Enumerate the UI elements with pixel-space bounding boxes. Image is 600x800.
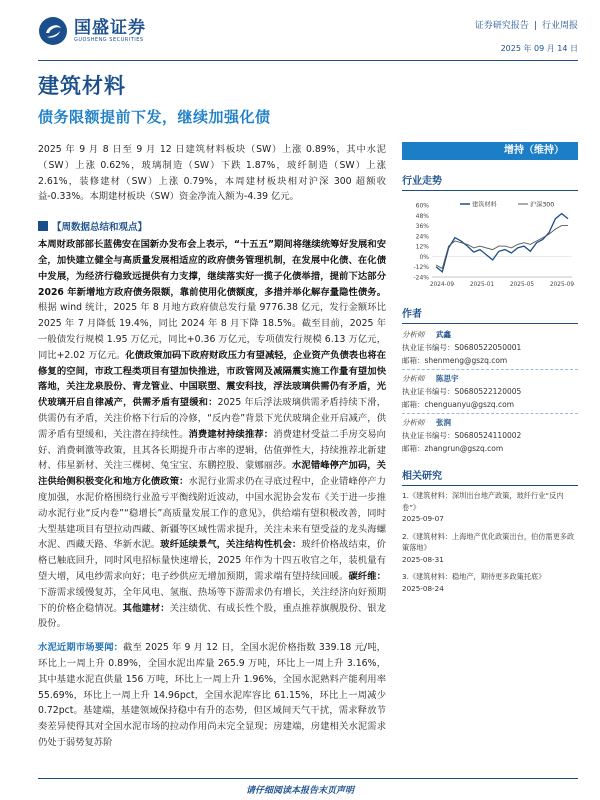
series-line-sector — [436, 214, 568, 272]
summary-paragraph — [38, 237, 386, 632]
summary-heading — [38, 219, 386, 233]
author-entry — [402, 372, 578, 411]
cert-label: 执业证书编号： — [402, 387, 455, 396]
author-divider — [402, 413, 578, 414]
y-tick-label: 36% — [415, 223, 429, 231]
cert-label: 执业证书编号： — [402, 431, 455, 440]
header-divider — [38, 60, 578, 61]
carbon-bold: 碳纤维： — [348, 570, 386, 582]
other-rest: 关注绩优、有成长性个股，重点推荐旗舰股份、银龙股份。 — [38, 602, 386, 630]
cement-rest: 水泥行业需求仍在寻底过程中，企业错峰停产力度加强，水泥价格围绕行业盈亏平衡线附近波动，中国水泥协会发布《关于进一步推动水泥行业“反内卷”“稳增长”高质量发展工作的意见》，供给端有望积极改善，同时大型基建项目有望拉动西藏、新疆等区域性需求提升，关注未来有望受益的龙头海螺水泥、西藏天路、华新水泥。 — [38, 476, 386, 551]
rating-badge: 增持（维持） — [402, 142, 578, 160]
x-tick-label: 2025-01 — [469, 282, 495, 288]
square-bullet-icon — [38, 221, 48, 231]
y-tick-label: 12% — [415, 243, 429, 251]
intro-paragraph: 2025 年 9 月 8 日至 9 月 12 日建筑材料板块（SW）上涨 0.89%，其中水泥（SW）上涨 0.62%，玻璃制造（SW）下跌 1.87%，玻纤制造（SW）上涨 2.61%，装修建材（SW）上涨 0.79%，本周建材板块相对沪深 300 超额收益-0.33%。本期建材板块（SW）资金净流入额为-4.39 亿元。 — [38, 144, 386, 203]
author-email[interactable]: chenguanyu@gszq.com — [424, 400, 515, 409]
trend-title: 行业走势 — [402, 172, 578, 191]
brand-logo-icon — [38, 16, 68, 46]
y-tick-label: -24% — [413, 274, 429, 282]
summary-bold: 本周财政部部长蓝佛安在国新办发布会上表示，“十五五”期间将继续统筹好发展和安全，加快建立健全与高质量发展相适应的政府债务管理机制，在发展中化债、在化债中发展，为经济行稳致远提供有力支撑，继续落实好一揽子化债举措，提前下达部分 2026 年新增地方政府债务限额，靠前使用化债额度，多措并举化解存量隐性债务。 — [38, 239, 386, 298]
related-item-date: 2025-09-07 — [402, 514, 444, 523]
summary-heading-label: 【周数据总结和观点】 — [52, 222, 148, 234]
y-tick-label: 60% — [415, 202, 429, 210]
sidebar — [402, 142, 578, 600]
email-label: 邮箱： — [402, 444, 425, 453]
x-tick-label: 2024-09 — [429, 282, 455, 288]
glass-rest: 玻纤价格战结束，价格已触底回升，同时风电招标量快速增长，2025 年作为十四五收官之年，装机量有望大增，风电纱需求向好；电子纱供应无增加预期，需求端有望持续回暖。 — [38, 539, 386, 582]
report-date: 2025 年 09 月 14 日 — [500, 44, 578, 53]
related-item-date: 2025-08-31 — [402, 554, 444, 564]
related-item[interactable] — [402, 531, 578, 566]
legend-label: 沪深300 — [530, 201, 555, 209]
cement-market-text: 截至 2025 年 9 月 12 日，全国水泥价格指数 339.18 元/吨，环比上一周上升 0.89%，全国水泥出库量 265.9 万吨，环比上一周上升 3.16%，其中基建水泥直供量 156 万吨，环比上一周上升 1.96%，全国水泥熟料产能利用率 55.69%，环比上一周上升 14.96pct，全国水泥库容比 61.15%，环比上一周减少 0.72pct。基建端，基建领域保持稳中有升的态势，但区域间天气干扰，需求释放节奏差异使得其对全国水泥市场的拉动作用尚未完全显现；房建端，房建相关水泥需求仍处于弱势复苏阶 — [38, 642, 386, 748]
author-email[interactable]: zhangrun@gszq.com — [424, 444, 504, 453]
page-footer — [0, 774, 600, 800]
author-list — [402, 328, 578, 455]
related-item[interactable] — [402, 571, 578, 594]
carbon-rest: 下游需求缓慢复苏，全年风电、氢瓶、热场等下游需求仍有增长，关注经济向好预期下的价格企稳情况。 — [38, 586, 386, 614]
glass-bold: 玻纤延续景气，关注结构性机会： — [160, 539, 302, 551]
consumer-bold: 消费建材持续推荐： — [188, 428, 274, 440]
authors-title: 作者 — [402, 305, 578, 324]
author-name: 张润 — [436, 418, 451, 427]
summary-rest: 根据 wind 统计，2025 年 8 月地方政府债总发行量 9776.38 亿元，发行金额环比 2025 年 7 月降低 19.4%，同比 2024 年 8 月下降 18.5%。截至目前，2025 年一般债发行规模 1.95 万亿元，同比+0.36 万亿元，专项债发行规模 6.13 万亿元，同比+2.02 万亿元。 — [38, 302, 386, 361]
author-cert: S0680522120005 — [454, 387, 522, 396]
main-content — [38, 142, 386, 751]
cement-bold: 水泥错峰停产加码，关注供给侧积极变化和地方化债政策： — [38, 460, 386, 488]
author-email[interactable]: shenmeng@gszq.com — [424, 356, 508, 365]
trend-chart — [402, 197, 578, 293]
y-tick-label: 0% — [419, 253, 429, 261]
brand-logo — [38, 16, 146, 46]
email-label: 邮箱： — [402, 356, 425, 365]
author-entry — [402, 328, 578, 367]
y-tick-label: 24% — [415, 233, 429, 241]
sector-title: 建筑材料 — [38, 74, 126, 98]
related-title: 相关研究 — [402, 467, 578, 486]
summary-rest-2: 2025 年后浮法玻璃供需矛盾持续下滑，供需仍有矛盾，关注价格下行后的冷修，“反内卷”背景下光伏玻璃企业开启减产，供需矛盾有望缓和，关注潜在持续性。 — [38, 397, 386, 440]
cement-market-label: 水泥近期市场要闻： — [38, 642, 124, 654]
author-role: 分析师 — [402, 374, 425, 383]
author-divider — [402, 369, 578, 370]
footer-divider — [38, 778, 578, 779]
author-role: 分析师 — [402, 330, 425, 339]
related-item[interactable] — [402, 490, 578, 525]
report-header — [0, 0, 600, 62]
x-tick-label: 2025-05 — [509, 282, 535, 288]
summary-bold-2: 化债政策加码下政府财政压力有望减轻，企业资产负债表也将在修复的空间，市政工程类项目有望加快推进，市政管网及减隔震实施工作量有望加快落地，关注龙泉股份、青龙管业、中国联塑、震安科技，浮法玻璃供需仍有矛盾，光伏玻璃开启自律减产，供需矛盾有望缓和： — [38, 349, 386, 409]
related-list — [402, 490, 578, 594]
cert-label: 执业证书编号： — [402, 343, 455, 352]
related-item-title[interactable]: 3.《建筑材料：稳地产，期待更多政策托底》 — [402, 572, 546, 581]
report-type: 证券研究报告 — [474, 21, 529, 31]
cement-market-paragraph — [38, 640, 386, 751]
brand-name: 国盛证券 — [74, 17, 146, 38]
author-role: 分析师 — [402, 418, 425, 427]
author-cert: S0680522050001 — [454, 343, 522, 352]
related-item-title[interactable]: 1.《建筑材料：深圳出台地产政策，玻纤行业“反内卷”》 — [402, 491, 564, 512]
author-name: 陈思宇 — [436, 374, 459, 383]
brand-name-en: GUOSHENG SECURITIES — [74, 36, 144, 43]
x-tick-label: 2025-09 — [549, 282, 575, 288]
y-tick-label: 48% — [415, 212, 429, 220]
report-meta: 证券研究报告 | 行业周报 2025 年 09 月 14 日 — [474, 21, 578, 53]
email-label: 邮箱： — [402, 400, 425, 409]
y-tick-label: -12% — [413, 264, 429, 272]
footer-disclaimer: 请仔细阅读本报告末页声明 — [245, 786, 354, 796]
author-entry — [402, 416, 578, 455]
trend-chart-svg — [402, 197, 578, 293]
author-cert: S0680524110002 — [454, 431, 522, 440]
report-category: 行业周报 — [541, 21, 578, 31]
related-item-date: 2025-08-24 — [402, 583, 444, 593]
consumer-rest: 消费建材受益二手房交易向好、消费刺激等政策，且其各长期提升市占率的逻辑，估值弹性大，持续推荐北新建材、伟星新材、关注三棵树、兔宝宝、东鹏控股、蒙娜丽莎。 — [38, 428, 386, 472]
series-line-benchmark — [436, 226, 568, 269]
report-headline: 债务限额提前下发，继续加强化债 — [38, 108, 271, 126]
other-bold: 其他建材： — [122, 602, 170, 614]
legend-label: 建筑材料 — [472, 201, 497, 209]
related-item-title[interactable]: 2.《建筑材料：上海地产优化政策出台，伯仿需更多政策落地》 — [402, 531, 575, 552]
author-name: 武鑫 — [436, 330, 451, 339]
